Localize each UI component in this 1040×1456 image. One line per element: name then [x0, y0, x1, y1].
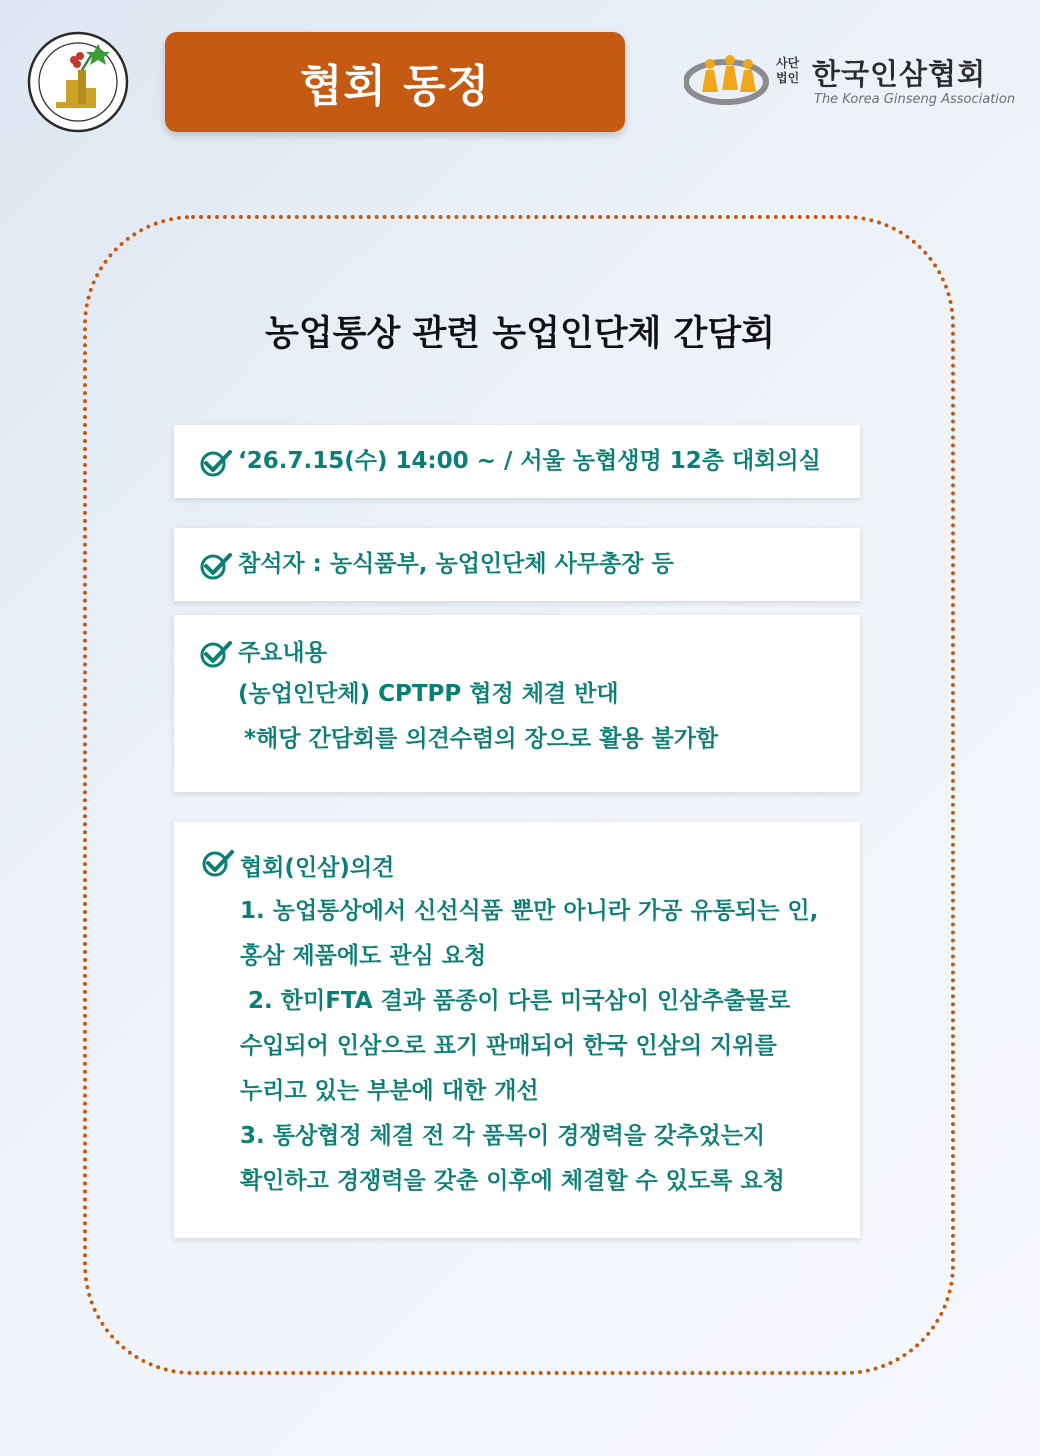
- organization-logo: [684, 48, 1014, 118]
- check-icon: [200, 552, 232, 580]
- organization-mark-icon: [684, 48, 776, 108]
- opinion-line: 수입되어 인삼으로 표기 판매되어 한국 인삼의 지위를: [240, 1033, 777, 1059]
- attendees-text: 참석자 : 농식품부, 농업인단체 사무총장 등: [238, 551, 674, 577]
- opinion-line: 1. 농업통상에서 신선식품 뿐만 아니라 가공 유통되는 인,: [240, 898, 819, 924]
- schedule-text: ‘26.7.15(수) 14:00 ~ / 서울 농협생명 12층 대회의실: [238, 448, 821, 474]
- opinion-line: 3. 통상협정 체결 전 각 품목이 경쟁력을 갖추었는지: [240, 1123, 766, 1149]
- check-icon: [200, 640, 232, 668]
- banner-title: 협회 동정: [299, 61, 491, 112]
- main-content-card: [174, 615, 860, 792]
- check-icon: [200, 449, 232, 477]
- org-legal-type-line1: 사단: [776, 56, 800, 70]
- org-legal-type-line2: 법인: [776, 71, 800, 85]
- opinion-line: 홍삼 제품에도 관심 요청: [240, 943, 487, 969]
- schedule-card: [174, 425, 860, 498]
- opinion-line: 2. 한미FTA 결과 품종이 다른 미국삼이 인삼추출물로: [240, 988, 791, 1014]
- attendees-card: [174, 528, 860, 601]
- check-icon: [202, 849, 234, 877]
- opinion-line: 누리고 있는 부분에 대한 개선: [240, 1078, 539, 1104]
- page-title: 농업통상 관련 농업인단체 간담회: [265, 314, 775, 354]
- org-legal-type: [776, 56, 808, 86]
- opinion-heading: 협회(인삼)의견: [240, 855, 395, 881]
- org-name: 한국인삼협회: [812, 57, 987, 91]
- org-name-english: The Korea Ginseng Association: [814, 92, 1016, 107]
- main-content-note: *해당 간담회를 의견수렴의 장으로 활용 불가함: [244, 726, 719, 752]
- opinion-card: [174, 822, 860, 1238]
- opinion-line: 확인하고 경쟁력을 갖춘 이후에 체결할 수 있도록 요청: [240, 1168, 785, 1194]
- section-banner: [165, 32, 625, 132]
- main-content-heading: 주요내용: [238, 640, 327, 666]
- association-emblem-logo: [26, 30, 130, 134]
- main-content-line: (농업인단체) CPTPP 협정 체결 반대: [238, 681, 619, 707]
